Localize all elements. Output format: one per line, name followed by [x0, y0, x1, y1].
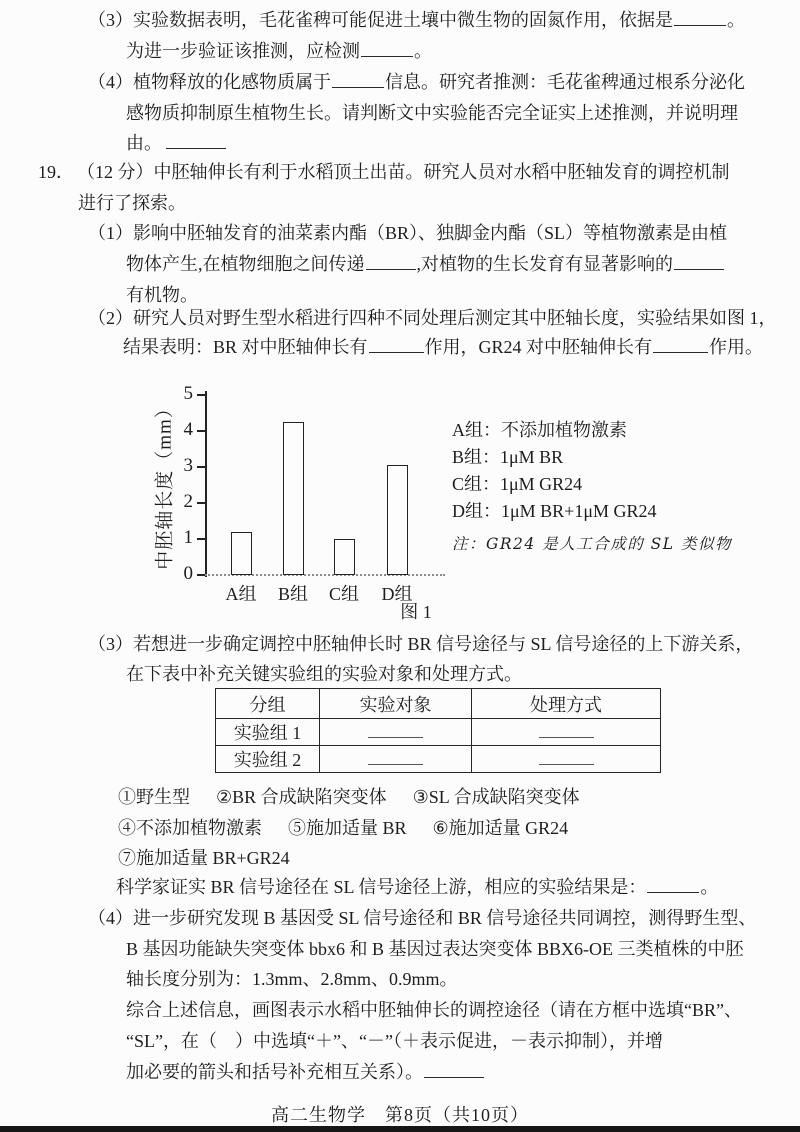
scan-bottom-edge [0, 1126, 800, 1132]
text-segment: 为进一步验证该推测，应检测 [126, 41, 360, 61]
table-cell [472, 746, 661, 773]
table-cell [472, 719, 661, 746]
text-segment: 结果表明：BR 对中胚轴伸长有 [123, 337, 368, 357]
table-header-cell: 实验对象 [320, 689, 472, 719]
experiment-table-container [215, 688, 661, 773]
q19-part1-line3 [126, 283, 198, 307]
text-segment: （1）影响中胚轴发育的油菜素内酯（BR）、独脚金内酯（SL）等植物激素是由植 [88, 223, 728, 243]
text-segment: B 基因功能缺失突变体 bbx6 和 B 基因过表达突变体 BBX6-OE 三类植株的中胚 [126, 939, 744, 959]
text-segment: （4）植物释放的化感物质属于 [88, 72, 331, 92]
legend-item: D组：1μM BR+1μM GR24 [452, 501, 657, 521]
q19-part4-line2 [126, 937, 744, 961]
q19-part4-line6 [126, 1060, 485, 1084]
answer-blank [674, 254, 724, 270]
q19-options-line2 [118, 816, 568, 840]
q18-part4-line2 [126, 101, 738, 125]
text-segment: 作用，GR24 对中胚轴伸长有 [424, 337, 653, 357]
text-segment: ⑥施加适量 GR24 [432, 818, 569, 838]
text-segment: ⑤施加适量 BR [288, 818, 407, 838]
text-segment: 在下表中补充关键实验组的实验对象和处理方式。 [126, 664, 522, 684]
table-header-cell: 分组 [216, 689, 320, 719]
q19-part4-line4 [126, 998, 742, 1022]
text-segment: ①野生型 [118, 787, 190, 807]
q19-part2-line2 [123, 335, 763, 359]
figure-caption: 图 1 [400, 602, 432, 622]
chart-legend [452, 417, 732, 554]
answer-blank [539, 753, 594, 765]
text-segment: “SL”，在（ ）中选填“＋”、“－”（＋表示促进，－表示抑制），并增 [126, 1031, 663, 1051]
text-segment: 加必要的箭头和括号补充相互关系）。 [126, 1062, 423, 1082]
bar-B组 [283, 422, 304, 575]
text-segment: 综合上述信息，画图表示水稻中胚轴伸长的调控途径（请在方框中选填“BR”、 [126, 1000, 742, 1020]
text-segment: ⑦施加适量 BR+GR24 [118, 848, 290, 868]
text-segment: （3）实验数据表明，毛花雀稗可能促进土壤中微生物的固氮作用，依据是 [88, 10, 673, 30]
text-segment: 进行了探索。 [78, 193, 186, 213]
q19-options-line3 [118, 846, 290, 870]
q18-part3-line1 [88, 8, 745, 32]
y-tick-mark [197, 430, 205, 432]
text-segment: （4）进一步研究发现 B 基因受 SL 信号途径和 BR 信号途径共同调控，测得野生型、 [88, 908, 757, 928]
table-row [216, 719, 661, 746]
answer-blank [674, 10, 726, 26]
y-tick-label: 5 [183, 383, 193, 404]
y-tick-label: 2 [183, 491, 193, 512]
text-segment: （3）若想进一步确定调控中胚轴伸长时 BR 信号途径与 SL 信号途径的上下游关系， [88, 634, 754, 654]
text-segment: 作用。 [709, 337, 764, 357]
answer-blank [332, 72, 384, 88]
answer-blank [366, 254, 416, 270]
chart-note: 注：GR24 是人工合成的 SL 类似物 [452, 535, 732, 553]
q19-part4-line5 [126, 1029, 663, 1053]
y-tick-label: 1 [183, 527, 193, 548]
text-segment: 感物质抑制原生植物生长。请判断文中实验能否完全证实上述推测，并说明理 [126, 103, 738, 123]
q19-part2-line1 [88, 306, 777, 330]
text-segment: ,对植物的生长发育有显著影响的 [416, 254, 673, 274]
text-segment: ③SL 合成缺陷突变体 [412, 787, 580, 807]
answer-blank [368, 726, 423, 738]
bar-C组 [334, 539, 355, 575]
answer-blank [647, 877, 699, 893]
text-segment: 科学家证实 BR 信号途径在 SL 信号途径上游，相应的实验结果是： [116, 877, 647, 897]
table-cell: 实验组 1 [216, 719, 320, 746]
page-footer: 高二生物学 第8页（共10页） [271, 1105, 529, 1125]
y-tick-label: 4 [183, 419, 193, 440]
q19-stem-line1 [38, 160, 730, 184]
legend-item: B组：1μM BR [452, 447, 564, 467]
table-cell [320, 719, 472, 746]
text-segment: 轴长度分别为：1.3mm、2.8mm、0.9mm。 [126, 969, 458, 989]
q18-part3-line2 [126, 39, 432, 63]
text-segment: 信息。研究者推测：毛花雀稗通过根系分泌化 [385, 72, 745, 92]
q19-part1-line2 [126, 252, 725, 276]
q19-part3-conclusion [116, 875, 718, 899]
table-row [216, 746, 661, 773]
experiment-table [215, 688, 661, 773]
q19-part4-line1 [88, 906, 756, 930]
q19-part3-line1 [88, 632, 753, 656]
y-tick-mark [197, 502, 205, 504]
y-tick-mark [197, 466, 205, 468]
legend-item: C组：1μM GR24 [452, 474, 583, 494]
x-category-label: B组 [277, 584, 308, 604]
text-segment: （12 分）中胚轴伸长有利于水稻顶土出苗。研究人员对水稻中胚轴发育的调控机制 [86, 162, 730, 182]
answer-blank [166, 133, 226, 149]
bar-A组 [231, 532, 252, 575]
q19-part1-line1 [88, 221, 727, 245]
legend-item: A组：不添加植物激素 [452, 420, 627, 440]
q19-stem-line2 [78, 191, 186, 215]
answer-blank [368, 753, 423, 765]
bar-D组 [387, 465, 408, 575]
answer-blank [539, 726, 594, 738]
answer-blank [653, 337, 708, 353]
table-cell [320, 746, 472, 773]
y-axis-line [205, 391, 207, 577]
x-category-label: A组 [225, 584, 257, 604]
q18-part4-line3 [126, 131, 227, 155]
text-segment: 。 [414, 41, 432, 61]
y-axis-title-text: 中胚轴长度（mm） [154, 398, 176, 570]
y-tick-mark [197, 574, 205, 576]
answer-blank [369, 337, 424, 353]
q18-part4-line1 [88, 70, 745, 94]
y-tick-label: 3 [183, 455, 193, 476]
text-segment: 由。 [126, 133, 162, 153]
text-segment: 。 [727, 10, 745, 30]
text-segment: 19． [38, 162, 74, 182]
answer-blank [361, 41, 413, 57]
text-segment: ④不添加植物激素 [118, 818, 262, 838]
x-category-label: D组 [381, 584, 413, 604]
q19-part3-line2 [126, 662, 522, 686]
q19-options-line1 [118, 785, 580, 809]
q19-part4-line3 [126, 967, 458, 991]
table-header-cell: 处理方式 [472, 689, 661, 719]
text-segment: ②BR 合成缺陷突变体 [216, 787, 387, 807]
text-segment: （2）研究人员对野生型水稻进行四种不同处理后测定其中胚轴长度，实验结果如图 1， [88, 308, 777, 328]
text-segment: 有机物。 [126, 285, 198, 305]
y-tick-mark [197, 394, 205, 396]
answer-blank [424, 1062, 484, 1078]
x-category-label: C组 [328, 584, 359, 604]
text-segment: 。 [700, 877, 719, 897]
y-tick-mark [197, 538, 205, 540]
y-tick-label: 0 [183, 563, 193, 584]
table-cell: 实验组 2 [216, 746, 320, 773]
text-segment: 物体产生,在植物细胞之间传递 [126, 254, 365, 274]
